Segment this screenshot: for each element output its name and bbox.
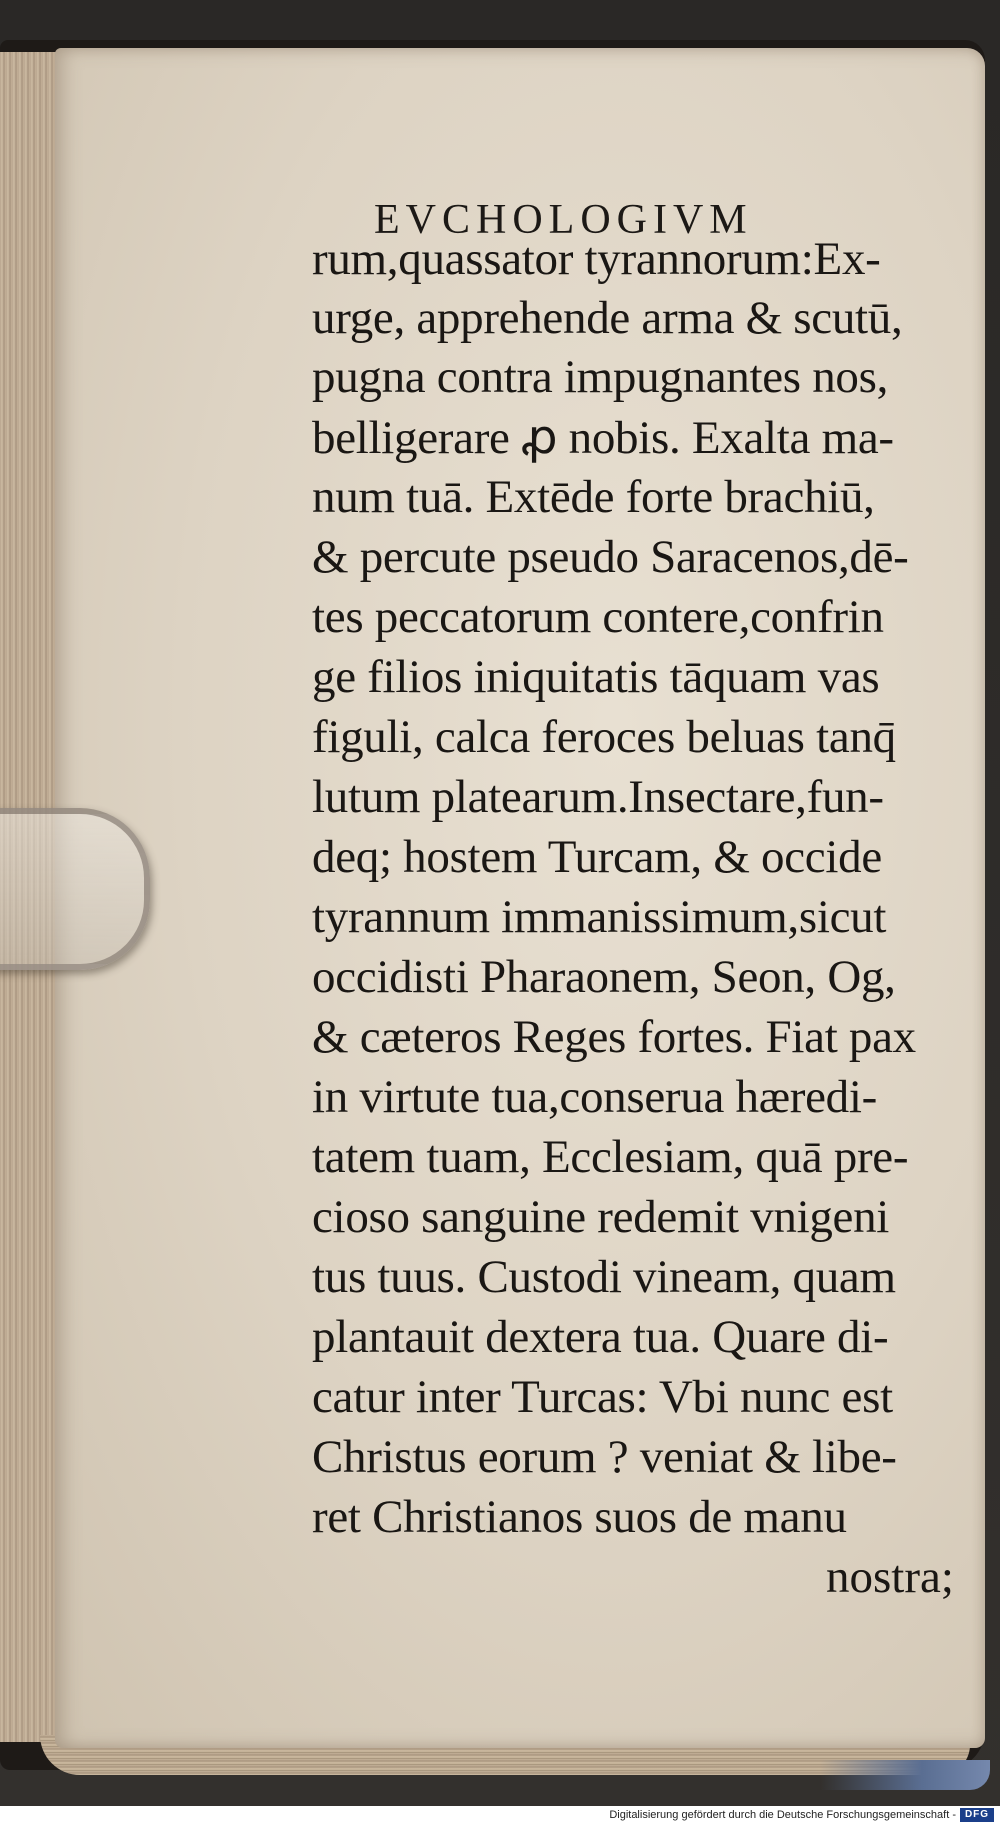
text-line: ge filios iniquitatis tāquam vas [312,651,880,703]
text-line: Christus eorum ? veniat & libe- [312,1431,897,1483]
text-line: occidisti Pharaonem, Seon, Og, [312,951,896,1003]
text-line: tatem tuam, Ecclesiam, quā pre- [312,1131,909,1183]
text-line: rum,quassator tyrannorum:Ex- [312,233,881,285]
cover-edge [820,1760,990,1790]
text-line: lutum platearum.Insectare,fun- [312,771,884,823]
dfg-logo: DFG [960,1808,994,1822]
running-head: EVCHOLOGIVM [374,197,753,243]
text-line: pugna contra impugnantes nos, [312,351,889,403]
text-line: ret Christianos suos de manu [312,1491,847,1543]
text-line: in virtute tua,conserua hæredi- [312,1071,877,1123]
text-line: tyrannum immanissimum,sicut [312,891,887,943]
text-line: urge, apprehende arma & scutū, [312,292,903,344]
text-line: num tuā. Extēde forte brachiū, [312,471,875,523]
footer-credit: Digitalisierung gefördert durch die Deutsche Forschungsgemeinschaft - [609,1809,956,1821]
text-line: deq; hostem Turcam, & occide [312,831,882,883]
text-line: catur inter Turcas: Vbi nunc est [312,1371,893,1423]
text-line: belligerare ꝓ nobis. Exalta ma- [312,412,894,464]
text-line: & percute pseudo Saracenos,dē- [312,531,909,583]
text-line: & cæteros Reges fortes. Fiat pax [312,1011,916,1063]
text-line: figuli, calca feroces beluas tanq̄ [312,711,896,763]
text-line: tes peccatorum contere,confrin [312,591,884,643]
text-line: tus tuus. Custodi vineam, quam [312,1251,896,1303]
catchword: nostra; [826,1551,954,1603]
page-clip [0,808,150,970]
text-line: cioso sanguine redemit vnigeni [312,1191,890,1243]
text-line: plantauit dextera tua. Quare di- [312,1311,889,1363]
